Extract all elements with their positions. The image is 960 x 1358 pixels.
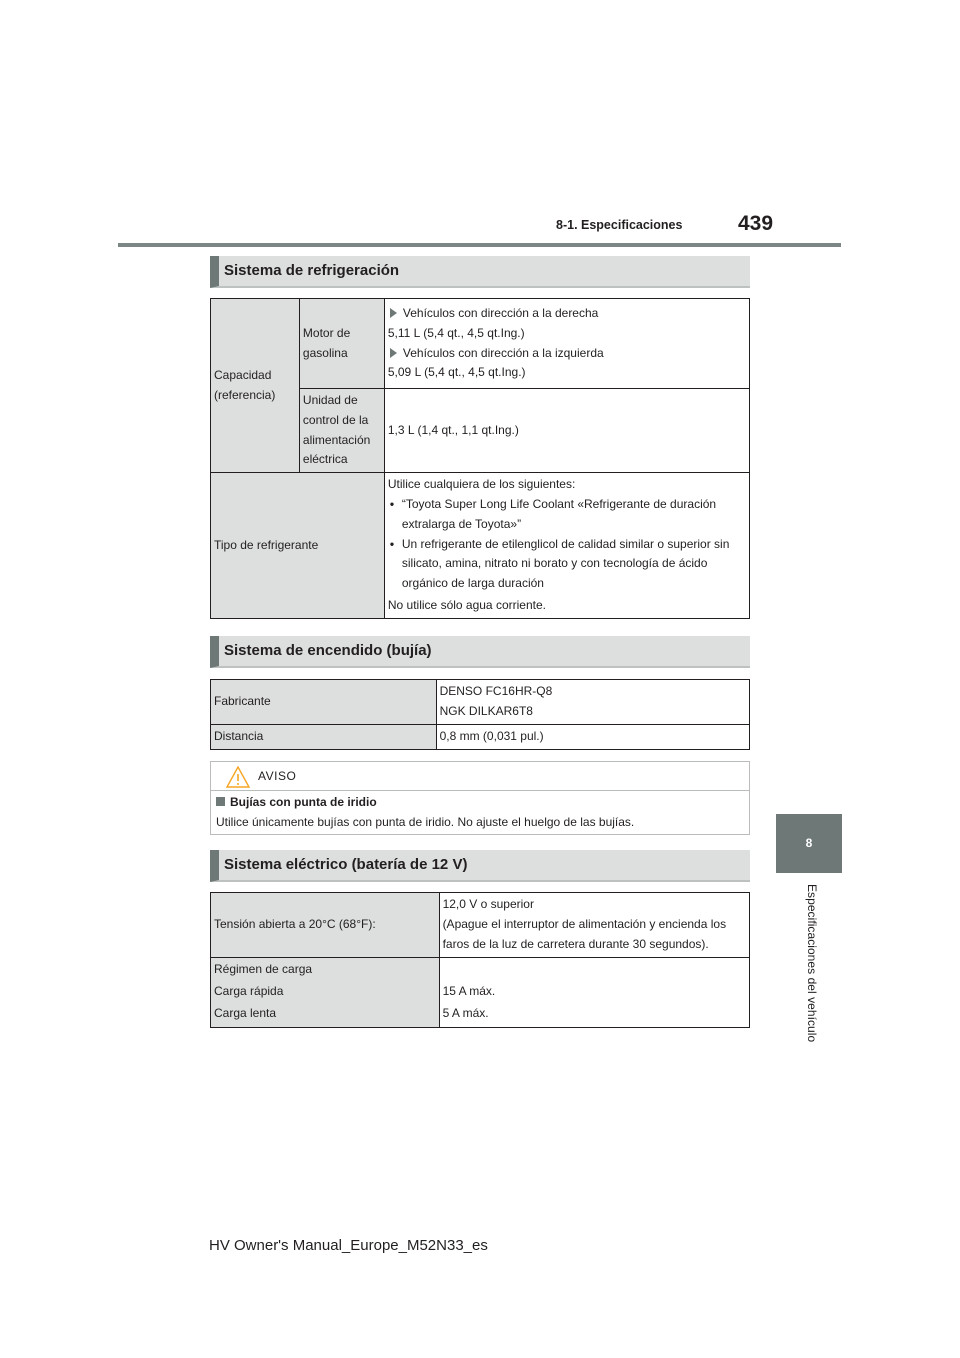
warning-subtitle	[216, 795, 377, 809]
voltage-label: Tensión abierta a 20°C (68°F):	[211, 893, 440, 958]
gap-label: Distancia	[211, 725, 437, 750]
lhd-row	[388, 344, 746, 364]
rhd-value: 5,11 L (5,4 qt., 4,5 qt.Ing.)	[387, 325, 525, 340]
section-title: 8-1. Especificaciones	[556, 218, 683, 232]
coolant-option-text: “Toyota Super Long Life Coolant «Refrigerante de duración extralarga de Toyota»”	[401, 496, 717, 531]
electrical-table	[210, 892, 750, 1028]
header-rule	[118, 243, 841, 247]
rhd-label: Vehículos con dirección a la derecha	[402, 305, 599, 320]
charge-value-cell	[439, 958, 749, 1028]
bullet-icon: •	[389, 536, 395, 551]
pcu-value: 1,3 L (1,4 qt., 1,1 qt.Ing.)	[384, 389, 749, 473]
cooling-heading: Sistema de refrigeración	[210, 256, 750, 288]
coolant-option	[388, 535, 746, 594]
coolant-option	[388, 495, 746, 535]
ignition-table	[210, 679, 750, 750]
maker-denso: DENSO FC16HR-Q8	[439, 684, 553, 699]
footer-text: HV Owner's Manual_Europe_M52N33_es	[209, 1237, 488, 1254]
voltage-value: 12,0 V o superior	[442, 897, 534, 912]
coolant-option-text: Un refrigerante de etilenglicol de calidad similar o superior sin silicato, amina, nitrato ni borato y con tecnología de ácido orgánico de larga duración	[401, 536, 730, 591]
warning-box	[210, 761, 750, 835]
maker-ngk: NGK DILKAR6T8	[439, 704, 533, 718]
square-bullet-icon	[216, 797, 225, 806]
lhd-label: Vehículos con dirección a la izquierda	[402, 345, 604, 360]
coolant-note: No utilice sólo agua corriente.	[387, 597, 546, 612]
bullet-icon: •	[389, 496, 395, 511]
pcu-label: Unidad de control de la alimentación eléctrica	[299, 389, 384, 473]
lhd-value: 5,09 L (5,4 qt., 4,5 qt.Ing.)	[387, 365, 526, 380]
arrow-right-icon	[390, 348, 397, 358]
maker-value	[436, 680, 749, 725]
electrical-heading: Sistema eléctrico (batería de 12 V)	[210, 850, 750, 882]
ignition-heading: Sistema de encendido (bujía)	[210, 636, 750, 668]
charge-label-cell	[211, 958, 440, 1028]
warning-text: Utilice únicamente bujías con punta de iridio. No ajuste el huelgo de las bujías.	[216, 815, 635, 829]
page-number: 439	[738, 212, 774, 235]
maker-label: Fabricante	[211, 680, 437, 725]
slow-charge-value: 5 A máx.	[442, 1005, 489, 1020]
coolant-type-value	[384, 473, 749, 619]
voltage-value-cell	[439, 893, 749, 958]
warning-header	[211, 762, 749, 791]
gap-value: 0,8 mm (0,031 pul.)	[436, 725, 749, 750]
engine-label: Motor de gasolina	[299, 299, 384, 389]
fast-charge-value: 15 A máx.	[442, 983, 496, 998]
rhd-row	[388, 304, 746, 324]
chapter-number: 8	[805, 836, 813, 850]
charge-label: Régimen de carga	[214, 962, 313, 976]
cooling-table	[210, 298, 750, 619]
voltage-note: (Apague el interruptor de alimentación y encienda los faros de la luz de carretera durante 30 segundos).	[442, 917, 727, 951]
fast-charge-label: Carga rápida	[214, 983, 284, 998]
coolant-intro: Utilice cualquiera de los siguientes:	[387, 477, 576, 492]
warning-triangle-icon	[226, 766, 250, 788]
warning-subtitle-text: Bujías con punta de iridio	[230, 795, 377, 809]
arrow-right-icon	[390, 308, 397, 318]
coolant-type-label: Tipo de refrigerante	[211, 473, 385, 619]
warning-title: AVISO	[258, 769, 297, 783]
engine-capacity	[384, 299, 749, 389]
chapter-title: Especificaciones del vehículo	[805, 884, 819, 1043]
capacity-label: Capacidad (referencia)	[211, 299, 300, 473]
slow-charge-label: Carga lenta	[214, 1005, 277, 1020]
